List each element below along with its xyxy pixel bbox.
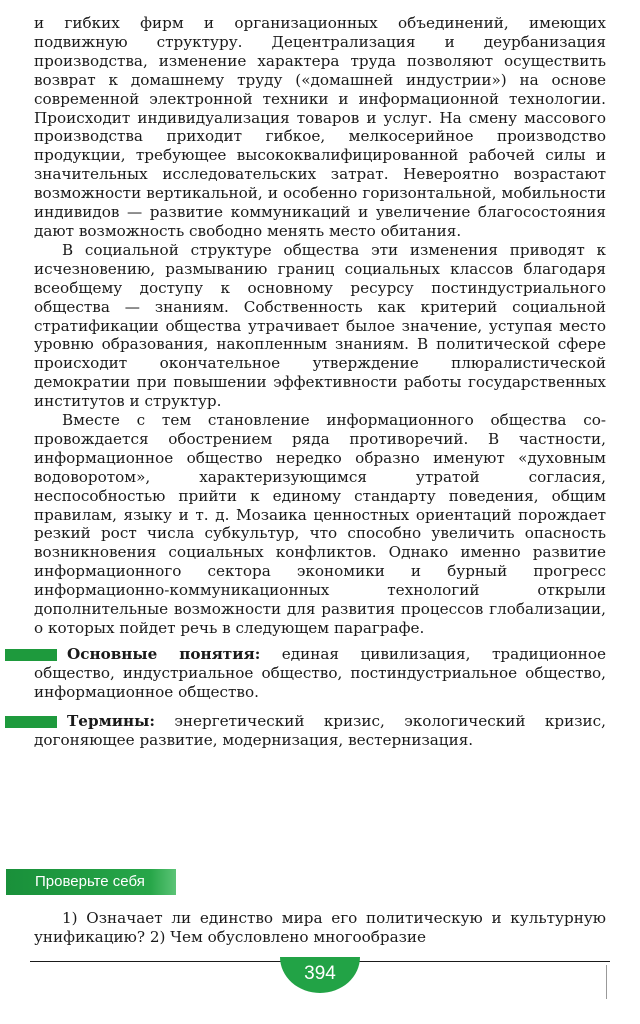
page-number: 394 — [280, 957, 360, 993]
question-text: 1) Означает ли единство мира его политическую и культурную унификацию? 2) Чем обусловлено многообразие — [34, 909, 606, 946]
paragraph-1: и гибких фирм и организационных объединений, имеющих подвижную структуру. Децентрализация и деурбанизация производства, изменение характера труда позволяют осуществить возврат к домашнему труду («домашней индустрии») на основе современной электронной техники и информационной технологии. Происходит индивидуализация товаров и услуг. На смену массового производства приходит гибкое, мелкосерийное производство продукции, требующее высококвалифицированной рабочей силы и значительных исследовательских затрат. Невероятно возрастают возможности вертикальной, и особенно горизонтальной, мобильности индивидов — развитие коммуникаций и увеличение благосостояния дают возможность свободно менять место обитания. — [34, 14, 606, 240]
green-marker-bar — [5, 649, 57, 661]
check-yourself-questions — [34, 909, 606, 947]
key-concepts-label: Основные понятия: — [67, 644, 261, 663]
terms-label: Термины: — [67, 711, 155, 730]
paragraph-3: Вместе с тем становление информационного общества сопровождается обострением ряда противоречий. В частности, информационное общество нередко образно именуют «духовным водоворотом», характеризующимся утратой согласия, неспособностью прийти к единому стандарту поведения, общим правилам, языку и т. д. Мозаика ценностных ориентаций порождает резкий рост числа субкультур, что способно увеличить опасность возникновения социальных конфликтов. Однако именно развитие информационного сектора экономики и бурный прогресс информационно-коммуникационных технологий открыли дополнительные возможности для развития процессов глобализации, о которых пойдет речь в следующем параграфе. — [34, 411, 606, 637]
terms-text: энергетический кризис, экологический кризис, догоняющее развитие, модернизация, вестернизация. — [34, 711, 606, 749]
key-concepts-text: единая цивилизация, традиционное общество, индустриальное общество, постиндустриальное общество, информационное общество. — [34, 644, 607, 701]
margin-rule — [606, 965, 607, 999]
check-yourself-heading: Проверьте себя — [6, 869, 176, 895]
paragraph-2: В социальной структуре общества эти изменения приводят к исчезновению, размыванию границ социальных классов благодаря всеобщему доступу к основному ресурсу постиндустриального общества — знаниям. Собственность как критерий социальной стратификации общества утрачивает былое значение, уступая место уровню образования, накопленным знаниям. В политической сфере происходит окончательное утверждение плюралистической демократии при повышении эффективности работы государственных институтов и структур. — [34, 240, 606, 411]
terms-block — [34, 712, 606, 750]
page-body — [34, 14, 606, 749]
green-marker-bar — [5, 716, 57, 728]
key-concepts-block — [34, 645, 606, 702]
